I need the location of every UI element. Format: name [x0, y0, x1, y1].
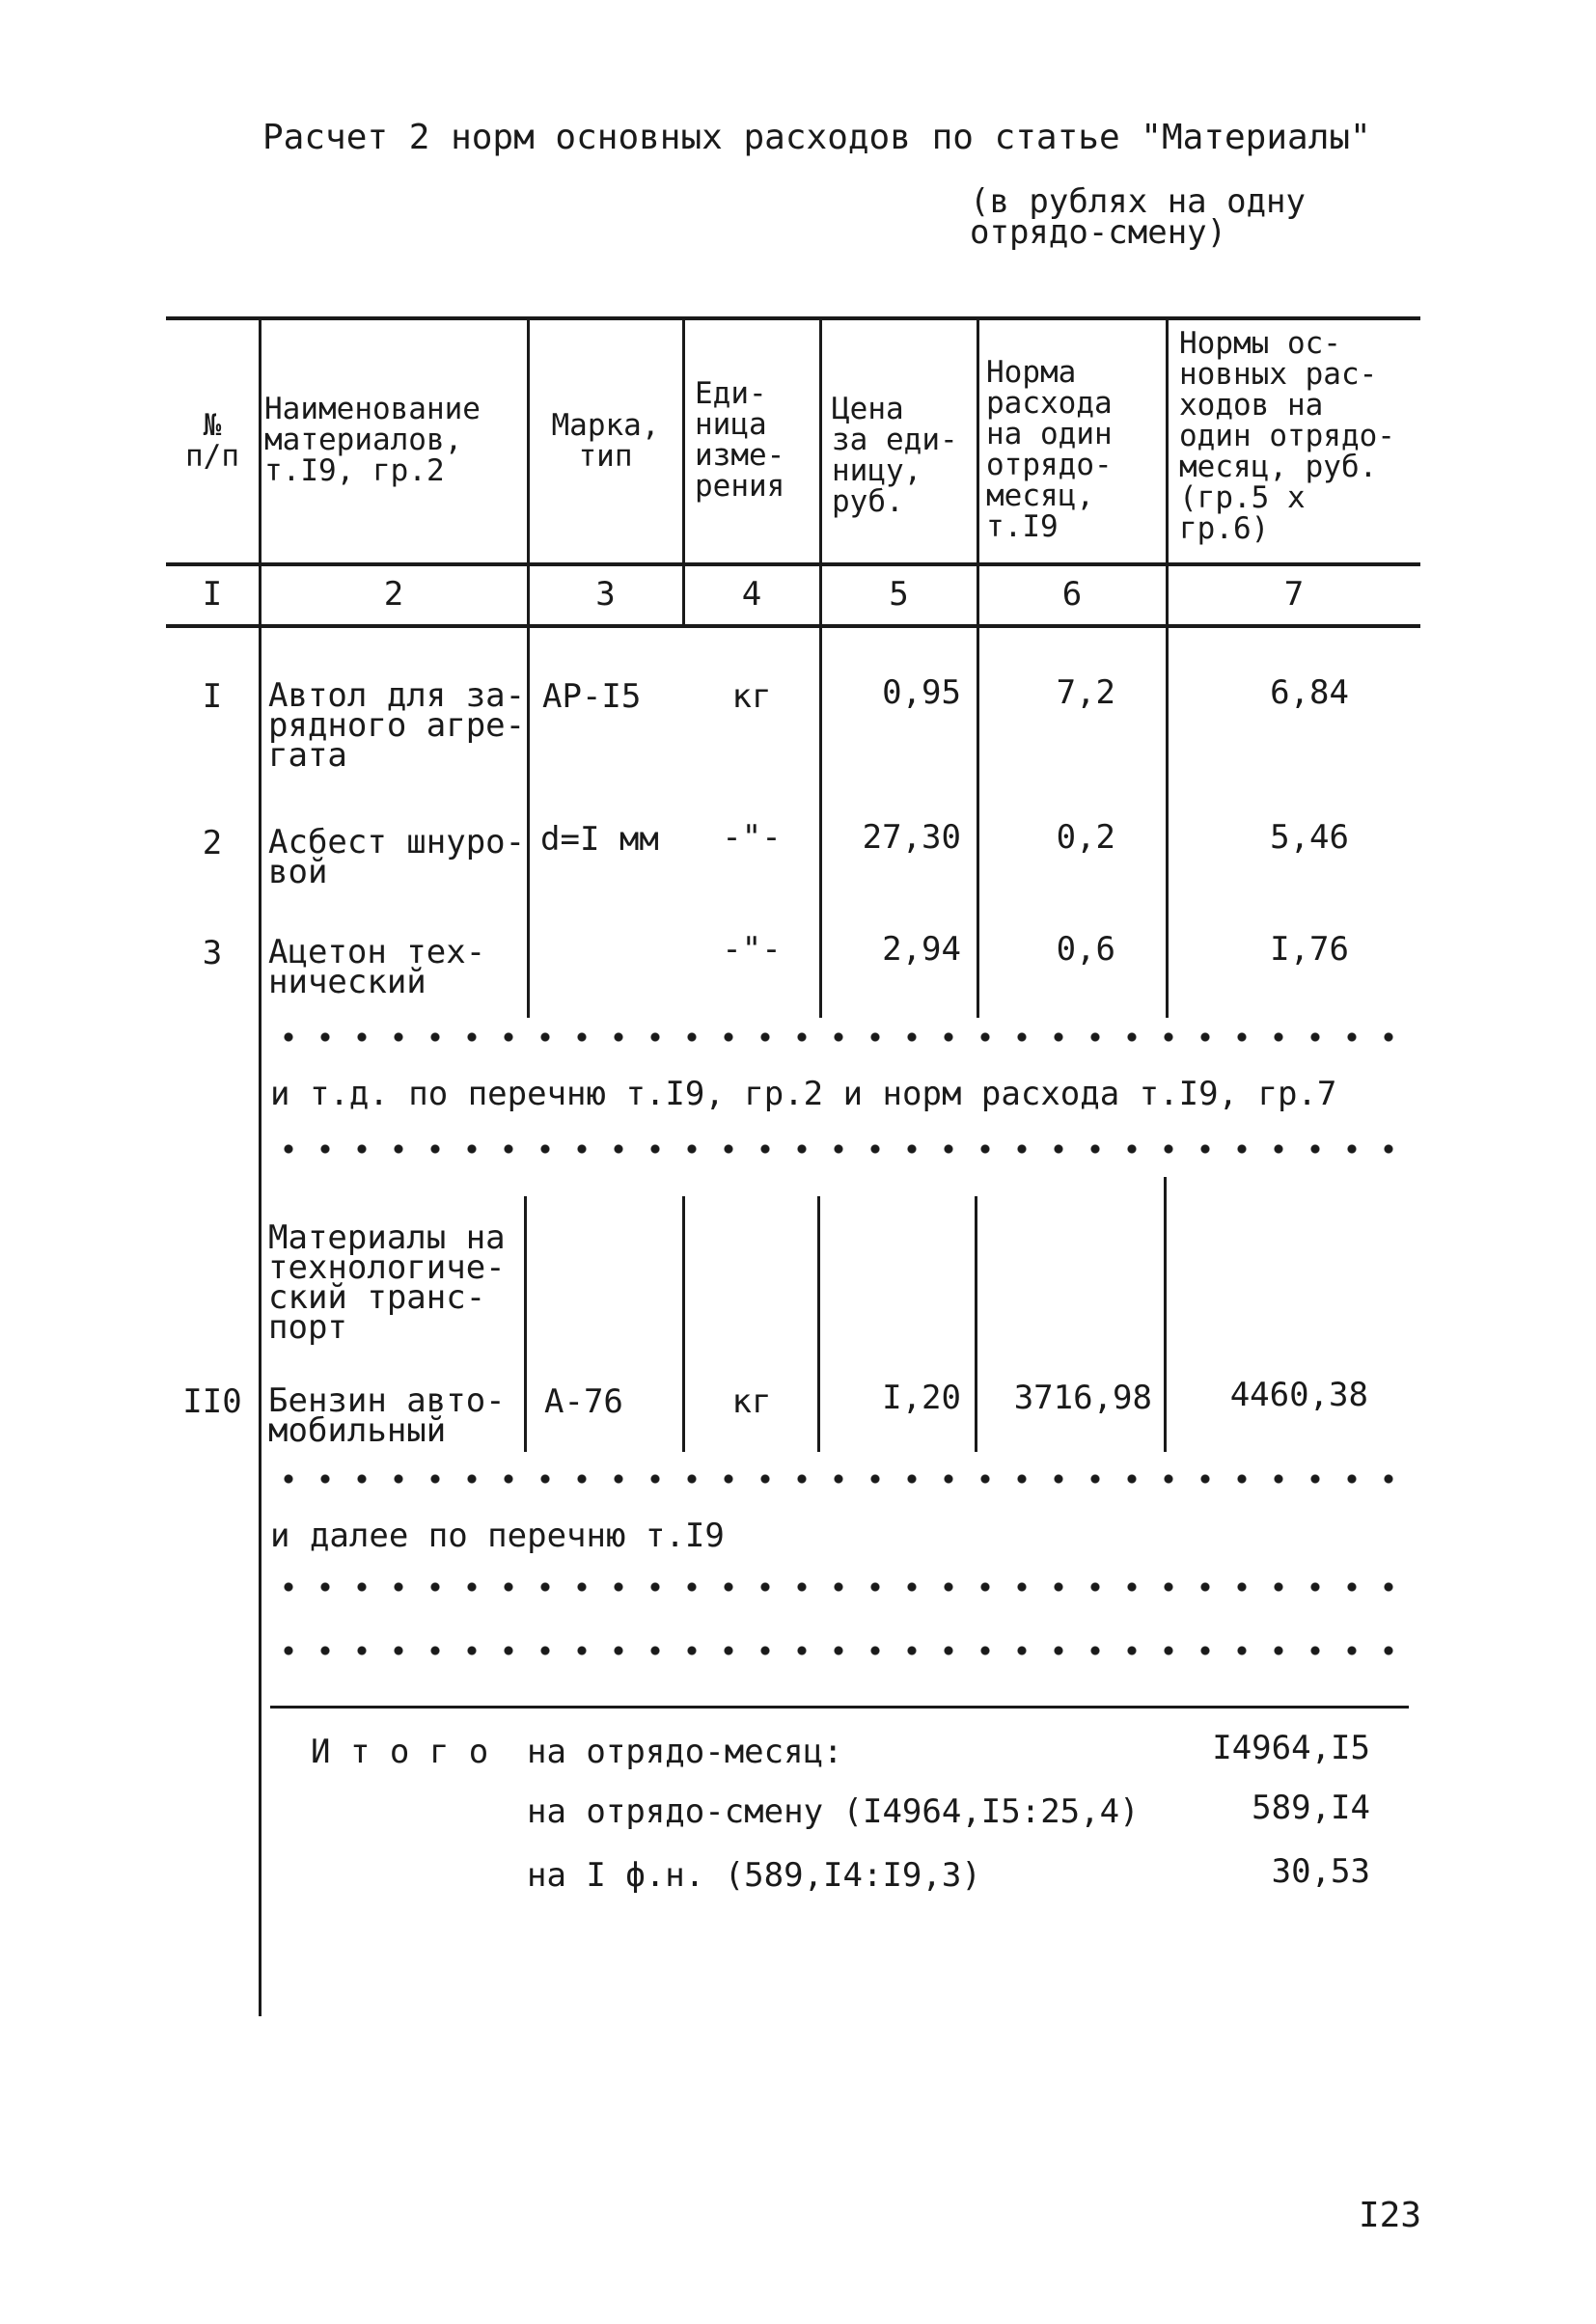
col-divider-2b: [524, 1196, 527, 1452]
col-divider-5: [977, 318, 979, 1018]
row1-number: I: [202, 677, 223, 716]
page-number: I23: [1359, 2196, 1422, 2235]
colnum-7: 7: [1283, 575, 1305, 614]
colnum-1: I: [202, 575, 223, 614]
col-divider-6: [1166, 318, 1169, 1018]
numbers-bottom-rule: [166, 624, 1420, 628]
ellipsis-row: [270, 1582, 1399, 1592]
header-col-7: Нормы ос- новных рас- ходов на один отрядо- месяц, руб. (гр.5 x гр.6): [1179, 326, 1395, 546]
row1-total: 6,84: [1270, 673, 1349, 712]
col-divider-6b: [1164, 1177, 1167, 1452]
row1-unit: кг: [731, 677, 772, 716]
colnum-2: 2: [383, 575, 404, 614]
row2-price: 27,30: [862, 818, 961, 857]
row3-norm: 0,6: [1056, 930, 1115, 969]
colnum-4: 4: [741, 575, 762, 614]
row2-unit: -"-: [722, 818, 782, 857]
colnum-3: 3: [595, 575, 616, 614]
totals-label: И т о г о: [311, 1733, 489, 1771]
row1-norm: 7,2: [1056, 673, 1115, 712]
colnum-6: 6: [1061, 575, 1083, 614]
table-top-rule: [166, 316, 1420, 320]
row2-norm: 0,2: [1056, 818, 1115, 857]
total-fn-value: 30,53: [1271, 1852, 1370, 1891]
row110-norm: 3716,98: [1013, 1379, 1152, 1417]
further-note: и далее по перечню т.I9: [270, 1517, 725, 1555]
header-bottom-rule: [166, 562, 1420, 566]
row110-total: 4460,38: [1229, 1376, 1368, 1414]
col-divider-4: [819, 318, 822, 1018]
row3-unit: -"-: [722, 930, 782, 969]
etc-note: и т.д. по перечню т.I9, гр.2 и норм расхода т.I9, гр.7: [270, 1075, 1337, 1113]
total-month-label: на отрядо-месяц:: [527, 1733, 843, 1771]
section-heading: Материалы на технологиче- ский транс- порт: [268, 1218, 506, 1347]
row3-number: 3: [202, 934, 223, 972]
total-shift-value: 589,I4: [1252, 1789, 1370, 1827]
header-col-1: № п/п: [185, 408, 239, 474]
page-title: Расчет 2 норм основных расходов по статье "Материалы": [262, 118, 1371, 157]
totals-rule: [270, 1706, 1409, 1709]
header-col-2: Наименование материалов, т.I9, гр.2: [264, 392, 481, 488]
header-col-5: Цена за еди- ницу, руб.: [832, 392, 958, 519]
row1-mark: AP-I5: [542, 677, 642, 716]
row110-mark: A-76: [544, 1382, 623, 1421]
row110-price: I,20: [882, 1379, 961, 1417]
row2-mark: d=I мм: [540, 820, 659, 859]
row1-price: 0,95: [882, 673, 961, 712]
header-col-6: Норма расхода на один отрядо- месяц, т.I9: [986, 355, 1113, 544]
col-divider-1: [259, 318, 261, 2016]
row110-name: Бензин авто- мобильный: [268, 1381, 506, 1450]
row110-unit: кг: [731, 1382, 772, 1421]
total-month-value: I4964,I5: [1212, 1729, 1370, 1767]
row110-number: II0: [182, 1382, 242, 1421]
row2-number: 2: [202, 824, 223, 862]
row3-price: 2,94: [882, 930, 961, 969]
ellipsis-row: [270, 1646, 1399, 1655]
total-shift-label: на отрядо-смену (I4964,I5:25,4): [527, 1792, 1140, 1831]
row2-total: 5,46: [1270, 818, 1349, 857]
header-col-3: Марка, тип: [551, 408, 660, 474]
colnum-5: 5: [889, 575, 909, 614]
ellipsis-row: [270, 1474, 1399, 1484]
row3-name: Ацетон тех- нический: [268, 933, 486, 1001]
ellipsis-row: [270, 1032, 1399, 1042]
col-divider-5b: [975, 1196, 977, 1452]
header-col-4: Еди- ница изме- рения: [695, 376, 785, 504]
row1-name: Автол для за- рядного агре- гата: [268, 676, 526, 775]
total-fn-label: на I ф.н. (589,I4:I9,3): [527, 1856, 981, 1895]
ellipsis-row: [270, 1144, 1399, 1154]
units-note: (в рублях на одну отрядо-смену): [970, 182, 1306, 252]
row2-name: Асбест шнуро- вой: [268, 823, 526, 891]
row3-total: I,76: [1270, 930, 1349, 969]
